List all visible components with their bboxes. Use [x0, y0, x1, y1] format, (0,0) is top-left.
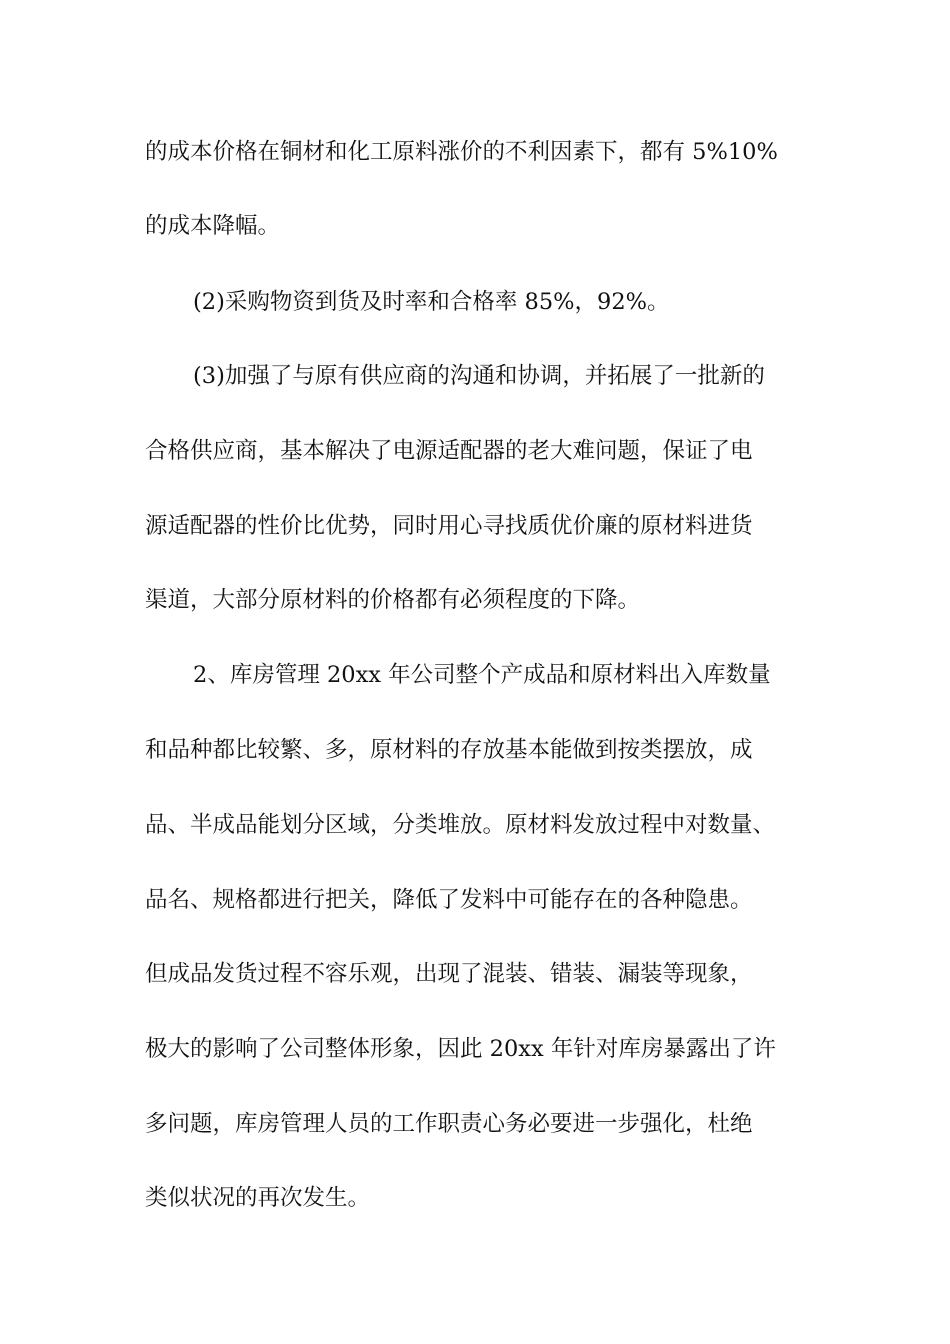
text-line: 源适配器的性价比优势，同时用心寻找质优价廉的原材料进货	[145, 513, 753, 539]
text-line: 合格供应商，基本解决了电源适配器的老大难问题，保证了电	[145, 438, 753, 464]
text-line: 多问题，库房管理人员的工作职责心务必要进一步强化，杜绝	[145, 1111, 753, 1137]
text-line: 品名、规格都进行把关，降低了发料中可能存在的各种隐患。	[145, 887, 753, 913]
text-line: 但成品发货过程不容乐观，出现了混装、错装、漏装等现象，	[145, 961, 753, 987]
text-line: 类似状况的再次发生。	[145, 1185, 371, 1211]
text-line: 2、库房管理 20xx 年公司整个产成品和原材料出入库数量	[193, 662, 771, 688]
text-line: 极大的影响了公司整体形象，因此 20xx 年针对库房暴露出了许	[145, 1036, 776, 1062]
text-line: 品、半成品能划分区域，分类堆放。原材料发放过程中对数量、	[145, 812, 776, 838]
text-line: (3)加强了与原有供应商的沟通和协调，并拓展了一批新的	[193, 363, 765, 389]
text-line: 的成本降幅。	[145, 213, 281, 239]
text-line: (2)采购物资到货及时率和合格率 85%，92%。	[193, 289, 670, 315]
text-line: 和品种都比较繁、多，原材料的存放基本能做到按类摆放，成	[145, 737, 753, 763]
text-line: 的成本价格在铜材和化工原料涨价的不利因素下，都有 5%10%	[145, 139, 778, 165]
text-line: 渠道，大部分原材料的价格都有必须程度的下降。	[145, 587, 641, 613]
